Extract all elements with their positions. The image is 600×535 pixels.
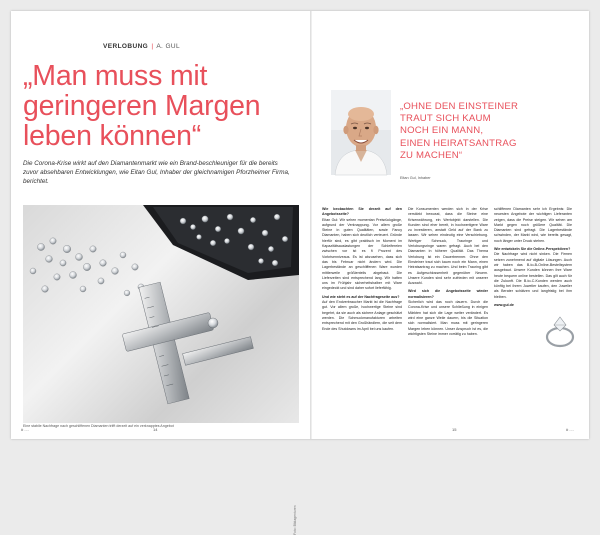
section-rubric xyxy=(103,43,180,50)
magazine-spread xyxy=(11,11,589,535)
rubric-separator: | xyxy=(151,43,154,50)
headline-line-3: leben können“ xyxy=(23,120,202,152)
website-link[interactable]: www.gul.de xyxy=(494,303,514,308)
answer: Die Konsumenten werden sich in der Krise verstärkt bewusst, dass die Steine eine Krisenwährung, ein Wertobjekt darstellen. Die Kunden sind eher bereit, in hochwertigere Ware zu investieren, anstatt Geld auf der Bank zu lassen. Wir sehen eindeutig eine Verschiebung. Wertiger Schmuck, Trauringe und Verlobungsringe waren gefragt. Auch bei den Diamanten in höherer Qualität. Das Thema Verlobung ist ein Dauerbrenner. Ohne den Einsteiner traut sich kaum noch ein Mann, einen Heiratsantrag zu machen. Und beim Trauring gibt es Aufgeschlossenheit gegenüber Neuem. Unsere Kunden sind sehr zufrieden mit unserer Auswahl. xyxy=(408,207,488,286)
left-folio: # .... xyxy=(21,427,29,432)
right-page-number: 15 xyxy=(452,427,457,432)
answer: Sicherlich wird das noch dauern. Durch die Corona-Krise und unsere Schließung in einigen Märkten hat sich die Lage weiter verändert. Es wird eine ganze Weile dauern, bis die Situation sich normalisiert. Man muss mit geringeren Margen leben können. Unser Anspruch ist es, die wichtigsten Steine immer vorrätig zu haben. xyxy=(408,300,488,336)
photo-credit: Foto: Bildagenturen xyxy=(293,505,297,535)
photo-caption: Eine stabile Nachfrage nach geschliffenen Diamanten trifft derzeit auf ein verknapptes Angebot xyxy=(23,424,174,428)
headline-line-1: „Man muss mit xyxy=(23,60,208,92)
text-column-2 xyxy=(408,207,488,340)
pull-quote-line-1: „OHNE DEN EINSTEINER xyxy=(400,101,519,112)
pull-quote-line-4: EINEN HEIRATSANTRAG xyxy=(400,137,517,149)
qa-block xyxy=(494,207,572,244)
diamond-illustration xyxy=(23,205,299,423)
qa-block xyxy=(494,247,572,300)
answer: Auf den Endverbraucher Markt ist die Nachfrage gut. Vor allem große, hochwertige Steine sind begehrt, da sie auch als sichere Anlage geschätzt werden. Die Schmuckmanufakturen arbeiten entsprechend mit den Großhändlern, die seit dem Ende des Shutdowns im April bei uns kaufen. xyxy=(322,300,402,331)
portrait-photo xyxy=(331,90,391,175)
headline-line-2: geringeren Margen xyxy=(23,90,261,122)
pull-quote-line-3: NOCH EIN MANN, xyxy=(400,125,484,137)
right-folio: # .... xyxy=(566,427,574,432)
right-page xyxy=(312,11,589,439)
ring-image xyxy=(542,311,578,351)
pull-quote-line-2: TRAUT SICH KAUM xyxy=(400,113,491,125)
qa-block xyxy=(408,289,488,337)
question: Wird sich die Angebotsseite wieder normalisieren? xyxy=(408,289,488,299)
quote-attribution: Eitan Gul, Inhaber xyxy=(400,176,431,180)
answer: Die Nachfrage wird nicht sinken. Die Firmen setzen zunehmend auf digitale Lösungen. Auch wir haben das B-to-B-Online-Bestellsystem ausgebaut. Unsere Kunden können ihre Ware heute bequem online bestellen. Das gilt auch für die Zukunft. Die B-to-C-Kunden werden auch künftig bei ihrem Juwelier kaufen, den Juwelier als Berater schätzen und langfristig bei ihm bleiben. xyxy=(494,252,572,299)
pull-quote-line-5: ZU MACHEN“ xyxy=(400,149,463,161)
lead-paragraph: Die Corona-Krise wirkt auf den Diamantenmarkt wie ein Brand-beschleuniger für die bereits zuvor absehbaren Entwicklungen, wie Eitan Gul, Inhaber der gleichnamigen Pforzheimer Firma, berichtet. xyxy=(23,160,290,185)
question: Wie beobachten Sie derzeit auf den Angebotsseite? xyxy=(322,207,402,217)
answer: schliffenen Diamanten sehr ich Ergebnis: Die neuesten Angebote der wichtigen Lieferanten zeigen, dass die Preise steigen. Wir sehen am Markt gegen noch größere Qualität. Die Diamanten sind gefragt. Die Lagerbestände schwinden, der Markt wird, wie bereits gesagt, noch länger unter Druck stehen. xyxy=(494,207,572,243)
left-page-number: 14 xyxy=(153,427,158,432)
text-column-1 xyxy=(322,207,402,335)
pull-quote xyxy=(400,101,586,162)
qa-block xyxy=(322,295,402,332)
qa-block xyxy=(322,207,402,292)
text-column-3 xyxy=(494,207,572,311)
question: Wie entwickeln Sie die Online-Perspektiven? xyxy=(494,247,571,252)
question: Und wie steht es auf der Nachfrageseite aus? xyxy=(322,294,400,299)
rubric-author: A. GUL xyxy=(156,43,181,50)
headline xyxy=(23,61,295,151)
left-page xyxy=(11,11,299,535)
answer: Eitan Gul: Wir sehen momentan Preisrückgänge, aufgrund der Verknappung. Vor allem große Steine in guten Qualitäten, sowie Fancy Diamanten, haben sich deutlich verteuert. Gründe hierfür sind, es gibt praktisch im Moment im Kapazitätsauslastungen der Schleifereien zwischen vor ist es fi Prozent des Vorkrisenniveaus. Es ist abzusehen, dass sich das bis Februar nicht ändern wird. Die Lagerbestände an geschliffenen Ware wurden mittlerweile größtenteils abgebaut. Die Lieferzeiten sind entsprechend lang. Wir hatten uns im Frühjahr sicherheitshalber mit Ware eingedeckt und sind daher sofort lieferfähig. xyxy=(322,217,402,291)
rubric-section: VERLOBUNG xyxy=(103,43,149,50)
portrait-illustration xyxy=(331,90,391,175)
qa-block xyxy=(408,207,488,286)
